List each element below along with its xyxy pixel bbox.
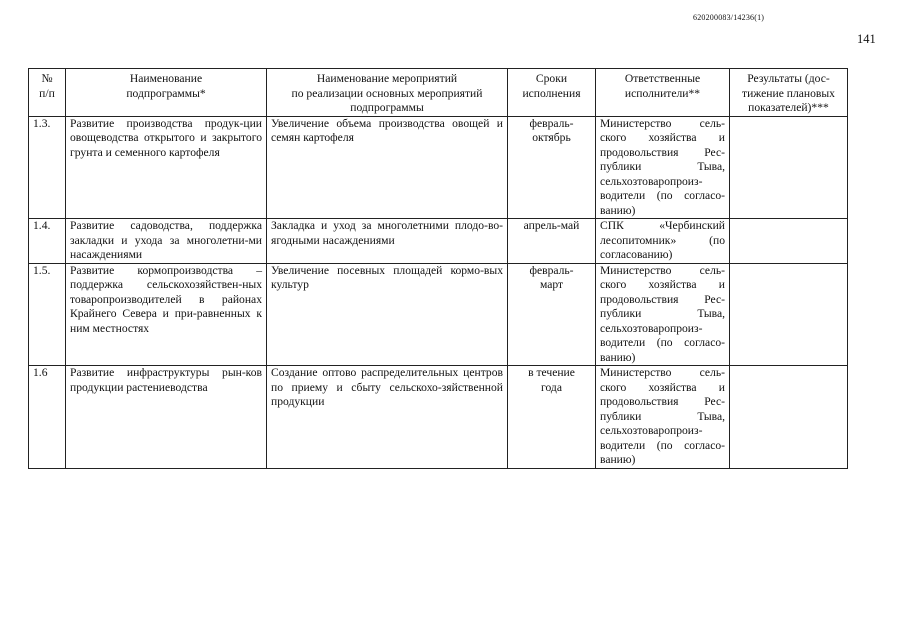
cell-measure: Увеличение объема производства овощей и семян картофеля [267, 116, 508, 219]
cell-number: 1.5. [29, 263, 66, 366]
cell-result [730, 366, 848, 469]
cell-number: 1.6 [29, 366, 66, 469]
cell-subprogram: Развитие инфраструктуры рын-ков продукции растениеводства [66, 366, 267, 469]
cell-number: 1.4. [29, 219, 66, 264]
column-header-responsible: Ответственные исполнители** [596, 69, 730, 117]
measures-table [28, 68, 848, 469]
cell-number: 1.3. [29, 116, 66, 219]
cell-responsible: Министерство сель-ского хозяйства и продовольствия Рес-публики Тыва, сельхозтоваропроиз-водители (по согласо-ванию) [596, 366, 730, 469]
table-row [29, 366, 848, 469]
cell-responsible: Министерство сель-ского хозяйства и продовольствия Рес-публики Тыва, сельхозтоваропроиз-водители (по согласо-ванию) [596, 116, 730, 219]
table-row [29, 116, 848, 219]
column-header-subprogram: Наименование подпрограммы* [66, 69, 267, 117]
table-row [29, 219, 848, 264]
column-header-terms: Сроки исполнения [508, 69, 596, 117]
cell-measure: Увеличение посевных площадей кормо-вых культур [267, 263, 508, 366]
cell-subprogram: Развитие производства продук-ции овощеводства открытого и закрытого грунта и семенного картофеля [66, 116, 267, 219]
cell-result [730, 219, 848, 264]
cell-term: февраль- март [508, 263, 596, 366]
cell-responsible: Министерство сель-ского хозяйства и продовольствия Рес-публики Тыва, сельхозтоваропроиз-водители (по согласо-ванию) [596, 263, 730, 366]
cell-subprogram: Развитие садоводства, поддержка закладки и ухода за многолетни-ми насаждениями [66, 219, 267, 264]
cell-term: февраль- октябрь [508, 116, 596, 219]
table-header-row [29, 69, 848, 117]
cell-result [730, 116, 848, 219]
column-header-measures: Наименование мероприятий по реализации основных мероприятий подпрограммы [267, 69, 508, 117]
page-number: 141 [857, 32, 876, 46]
table-row [29, 263, 848, 366]
cell-responsible: СПК «Чербинский лесопитомник» (по согласованию) [596, 219, 730, 264]
cell-subprogram: Развитие кормопроизводства – поддержка сельскохозяйствен-ных товаропроизводителей в районах Крайнего Севера и при-равненных к ним местностях [66, 263, 267, 366]
cell-measure: Создание оптово распределительных центров по приему и сбыту сельскохо-зяйственной продукции [267, 366, 508, 469]
column-header-number: № п/п [29, 69, 66, 117]
cell-term: в течение года [508, 366, 596, 469]
cell-result [730, 263, 848, 366]
cell-measure: Закладка и уход за многолетними плодо-во-ягодными насаждениями [267, 219, 508, 264]
cell-term: апрель-май [508, 219, 596, 264]
column-header-results: Результаты (дос- тижение плановых показателей)*** [730, 69, 848, 117]
document-code: 620200083/14236(1) [693, 13, 765, 22]
